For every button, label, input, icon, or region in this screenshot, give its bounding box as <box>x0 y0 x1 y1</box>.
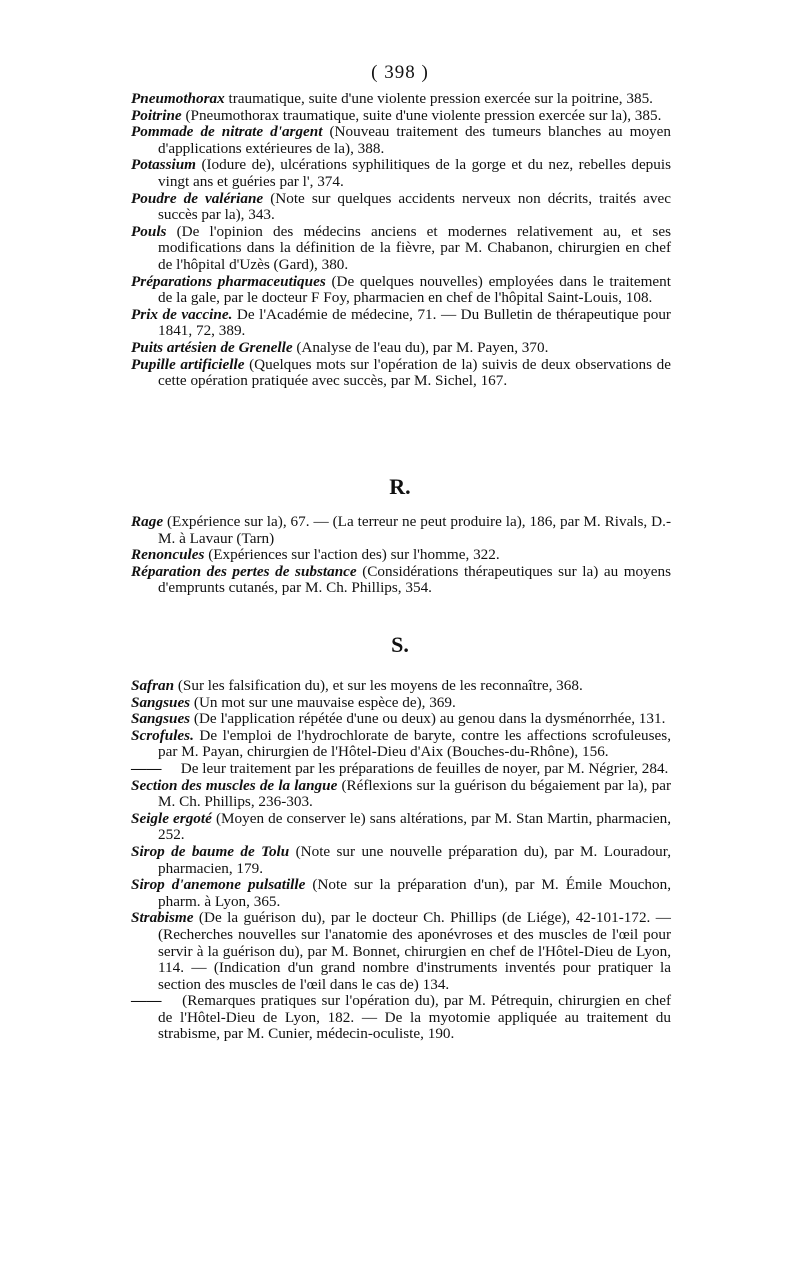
entry-heading: Pupille artificielle <box>131 355 245 373</box>
entry-heading: Rage <box>131 513 164 530</box>
entry-heading: Potassium <box>131 156 196 174</box>
entry-heading: Pneumothorax <box>131 90 225 107</box>
index-entry <box>131 547 671 564</box>
entry-heading: Sirop d'anemone pulsatille <box>131 876 306 894</box>
entry-heading: Poudre de valériane <box>131 189 264 207</box>
entry-text: (De quelques nouvelles) employées dans le traitement de la gale, par le docteur F Foy, pharmacien en chef de l'hôpital Saint-Louis, 108. <box>158 272 671 307</box>
entry-heading: Section des muscles de la langue <box>131 776 338 794</box>
entry-text: (Remarques pratiques sur l'opération du), par M. Pétrequin, chirurgien en chef de l'Hôtel-Dieu de Lyon, 182. — De la myotomie appliquée au traitement du strabisme, par M. Cunier, médecin-oculiste, 190. <box>158 992 671 1043</box>
entry-text: (De l'application répétée d'une ou deux) au genou dans la dysménorrhée, 131. <box>190 710 666 728</box>
entry-text: (Réflexions sur la guérison du bégaiement par la), par M. Ch. Phillips, 236-303. <box>158 776 672 811</box>
entry-heading: Safran <box>131 677 175 694</box>
entry-text: (De la guérison du), par le docteur Ch. Phillips (de Liége), 42-101-172. — (Recherches nouvelles sur l'anatomie des aponévroses et des muscles de l'œil pour servir à la guérison du), par M. Bonnet, chirurgien en chef de l'Hôtel-Dieu de Lyon, 114. — (Indication d'un grand nombre d'instruments inventés pour pratiquer la section des muscles de l'œil dans le cas de) 134. <box>158 909 671 993</box>
entry-text: (Note sur une nouvelle préparation du), par M. Louradour, pharmacien, 179. <box>158 842 672 877</box>
entry-text: (Note sur la préparation d'un), par M. Émile Mouchon, pharm. à Lyon, 365. <box>158 876 671 910</box>
index-entry <box>131 157 671 190</box>
index-entry <box>131 224 671 274</box>
index-entry <box>131 910 671 993</box>
index-entry <box>131 307 671 340</box>
index-entry <box>131 877 671 910</box>
entry-text: traumatique, suite d'une violente pression exercée sur la poitrine, 385. <box>224 90 653 107</box>
index-entry <box>131 274 671 307</box>
entry-heading: Réparation des pertes de substance <box>131 562 357 580</box>
entry-heading: Poitrine <box>131 106 182 124</box>
entry-text: (De l'opinion des médecins anciens et modernes relativement au, et ses modifications dans la définition de la fièvre, par M. Chabanon, chirurgien en chef de l'hôpital d'Uzès (Gard), 380. <box>158 222 671 273</box>
index-section-p <box>131 91 671 390</box>
index-entry <box>131 91 671 108</box>
index-entry <box>131 993 671 1043</box>
entry-text: De l'Académie de médecine, 71. — Du Bulletin de thérapeutique pour 1841, 72, 389. <box>158 305 671 340</box>
entry-heading: Scrofules. <box>131 726 194 744</box>
entry-heading: Sangsues <box>131 693 191 711</box>
entry-repeat-dash: —— <box>131 759 162 777</box>
entry-heading: Sangsues <box>131 710 191 728</box>
index-entry <box>131 695 671 712</box>
entry-heading: Renoncules <box>131 546 205 564</box>
page-number: ( 398 ) <box>371 62 429 83</box>
entry-text: (Sur les falsification du), et sur les moyens de les reconnaître, 368. <box>174 677 583 694</box>
entry-text: (Un mot sur une mauvaise espèce de), 369. <box>190 693 456 711</box>
entry-heading: Pouls <box>131 222 167 240</box>
entry-heading: Pommade de nitrate d'argent <box>131 123 323 141</box>
index-section-s <box>131 678 671 1043</box>
index-entry <box>131 778 671 811</box>
index-entry <box>131 678 671 695</box>
entry-text: De l'emploi de l'hydrochlorate de baryte, contre les affections scrofuleuses, par M. Payan, chirurgien de l'Hôtel-Dieu d'Aix (Bouches-du-Rhône), 156. <box>158 726 671 761</box>
index-entry <box>131 564 671 597</box>
entry-text: (Expériences sur l'action des) sur l'homme, 322. <box>204 546 500 564</box>
index-section-r <box>131 514 671 597</box>
entry-repeat-dash: —— <box>131 992 162 1010</box>
entry-text: (Moyen de conserver le) sans altérations, par M. Stan Martin, pharmacien, 252. <box>158 809 671 844</box>
index-entry <box>131 340 671 357</box>
entry-text: (Analyse de l'eau du), par M. Payen, 370. <box>292 338 549 356</box>
index-entry <box>131 124 671 157</box>
index-entry <box>131 514 671 547</box>
entry-heading: Préparations pharmaceutiques <box>131 272 326 290</box>
entry-heading: Prix de vaccine. <box>131 305 233 323</box>
index-entry <box>131 108 671 125</box>
entry-heading: Sirop de baume de Tolu <box>131 842 290 860</box>
entry-text: (Note sur quelques accidents nerveux non décrits, traités avec succès par la), 343. <box>158 189 671 224</box>
entry-heading: Puits artésien de Grenelle <box>131 338 293 356</box>
entry-text: (Expérience sur la), 67. — (La terreur ne peut produire la), 186, par M. Rivals, D.-M. à Lavaur (Tarn) <box>158 513 671 547</box>
entry-text: (Nouveau traitement des tumeurs blanches au moyen d'applications extérieures de la), 388. <box>158 123 671 157</box>
index-entry <box>131 761 671 778</box>
index-entry <box>131 191 671 224</box>
index-entry <box>131 357 671 390</box>
section-letter-s: S. <box>391 632 409 657</box>
index-entry <box>131 728 671 761</box>
entry-text: (Considérations thérapeutiques sur la) au moyens d'emprunts cutanés, par M. Ch. Phillips, 354. <box>158 562 671 597</box>
section-letter-r: R. <box>389 474 411 499</box>
entry-text: De leur traitement par les préparations de feuilles de noyer, par M. Négrier, 284. <box>177 759 669 777</box>
entry-text: (Iodure de), ulcérations syphilitiques de la gorge et du nez, rebelles depuis vingt ans et guéries par l', 374. <box>158 156 671 190</box>
index-entry <box>131 844 671 877</box>
index-entry <box>131 711 671 728</box>
entry-heading: Seigle ergoté <box>131 809 212 827</box>
entry-text: (Pneumothorax traumatique, suite d'une violente pression exercée sur la), 385. <box>181 106 662 124</box>
entry-text: (Quelques mots sur l'opération de la) suivis de deux observations de cette opération pratiquée avec succès, par M. Sichel, 167. <box>158 355 671 390</box>
index-entry <box>131 811 671 844</box>
entry-heading: Strabisme <box>131 909 194 927</box>
